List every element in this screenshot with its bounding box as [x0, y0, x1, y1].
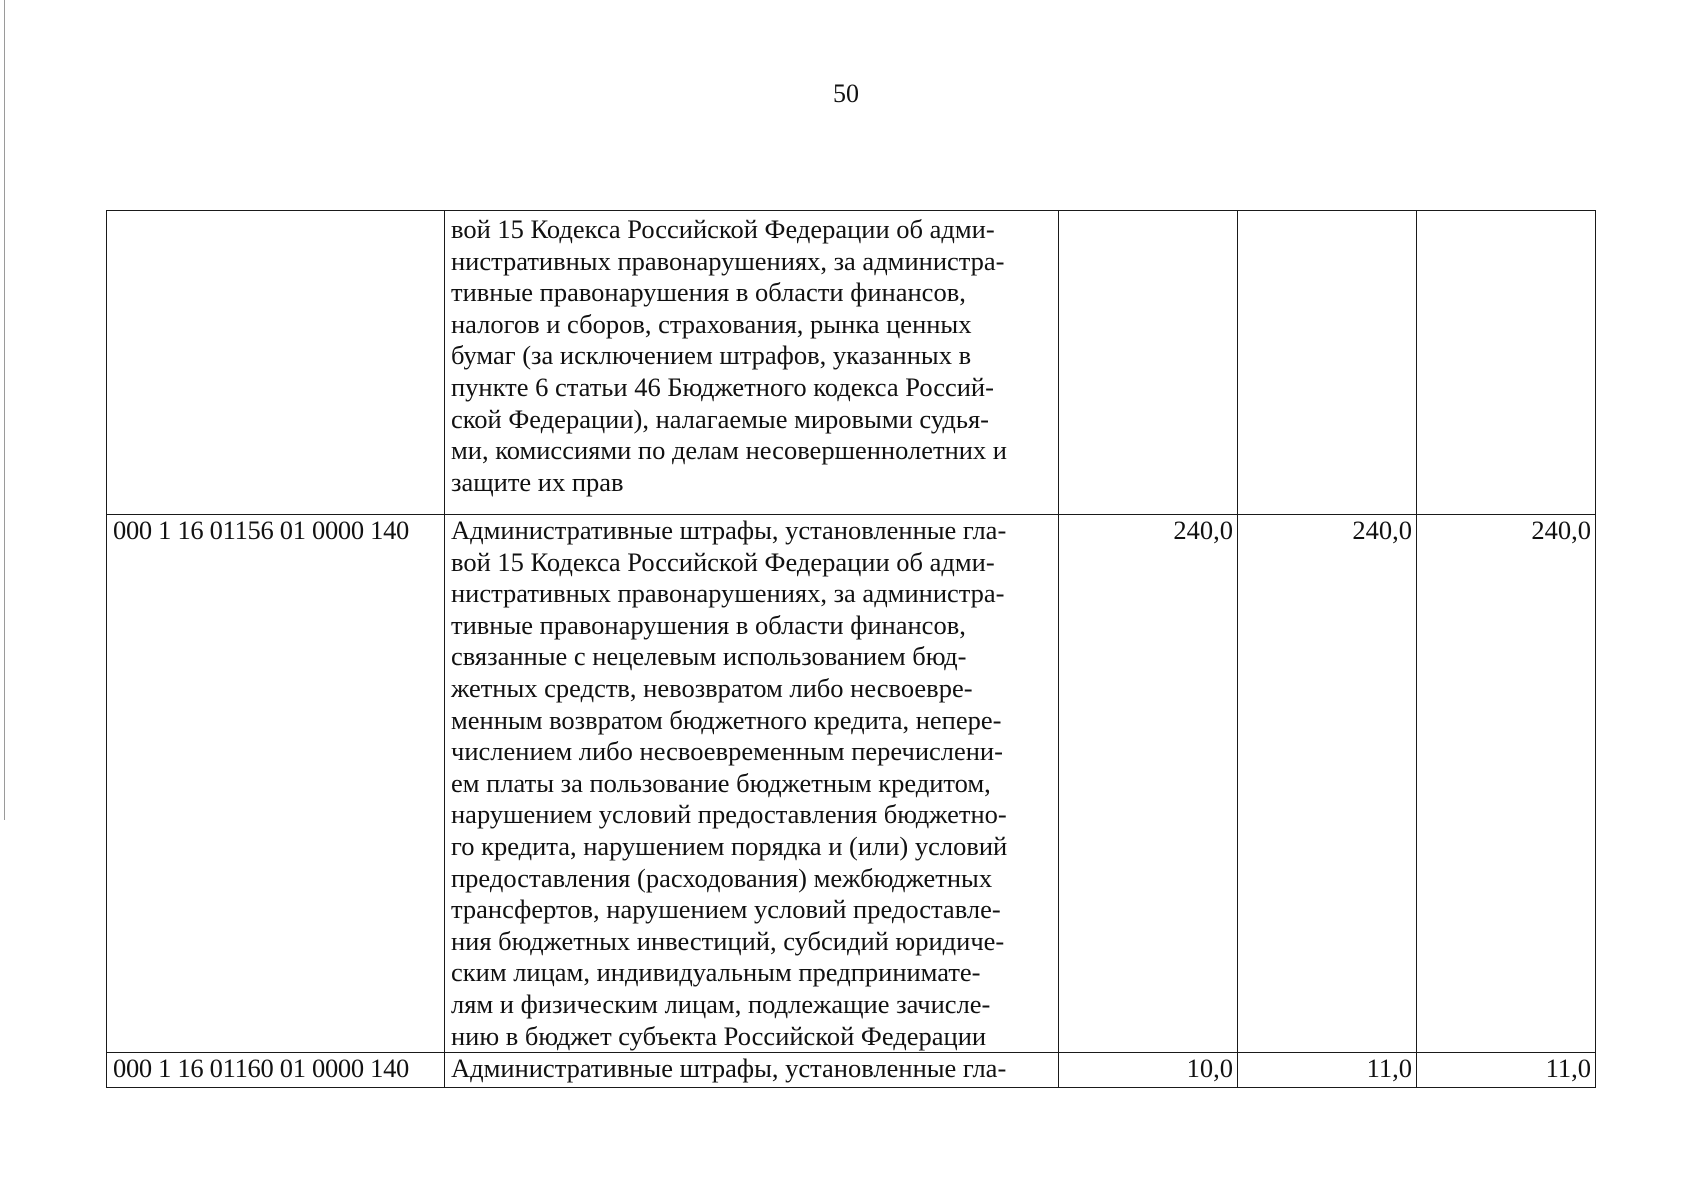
description-line: го кредита, нарушением порядка и (или) условий [451, 830, 1008, 861]
description-line: Административные штрафы, установленные гла- [451, 515, 1007, 545]
description-line: нистративных правонарушениях, за администра- [451, 245, 1005, 276]
description-line: ми, комиссиями по делам несовершеннолетних и [451, 435, 1007, 466]
description-line: нию в бюджет субъекта Российской Федерации [451, 1020, 987, 1051]
description-line: бумаг (за исключением штрафов, указанных в [451, 340, 972, 371]
description-line: лям и физическим лицам, подлежащие зачисле- [451, 988, 991, 1019]
classification-code-cell [107, 211, 445, 515]
amount-cell-1: 10,0 [1059, 1053, 1238, 1088]
amount-cell-1 [1059, 211, 1238, 515]
description-line: жетных средств, невозвратом либо несвоевре- [451, 672, 973, 703]
description-line: нистративных правонарушениях, за администра- [451, 578, 1005, 609]
table-row [107, 515, 1596, 1053]
description-line: защите их прав [451, 466, 624, 497]
page-edge-line [4, 0, 5, 820]
amount-cell-2: 11,0 [1238, 1053, 1417, 1088]
description-line: предоставления (расходования) межбюджетных [451, 862, 993, 893]
table-row [107, 211, 1596, 515]
description-line: ской Федерации), налагаемые мировыми судья- [451, 403, 990, 434]
amount-cell-1: 240,0 [1059, 515, 1238, 1053]
description-cell [445, 211, 1059, 515]
description-line: менным возвратом бюджетного кредита, непере- [451, 704, 1002, 735]
description-line: вой 15 Кодекса Российской Федерации об адми- [451, 214, 995, 244]
classification-code-cell: 000 1 16 01156 01 0000 140 [107, 515, 445, 1053]
description-line: тивные правонарушения в области финансов, [451, 609, 966, 640]
description-line: ния бюджетных инвестиций, субсидий юридиче- [451, 925, 1005, 956]
description-cell [445, 1053, 1059, 1088]
description-line: пункте 6 статьи 46 Бюджетного кодекса Россий- [451, 371, 994, 402]
description-line: тивные правонарушения в области финансов, [451, 277, 966, 308]
description-line: связанные с нецелевым использованием бюд- [451, 641, 967, 672]
description-line: нарушением условий предоставления бюджетно- [451, 799, 1007, 830]
page-number: 50 [833, 79, 859, 108]
amount-cell-3: 240,0 [1417, 515, 1596, 1053]
description-line: ским лицам, индивидуальным предпринимате- [451, 957, 981, 988]
amount-cell-3: 11,0 [1417, 1053, 1596, 1088]
amount-cell-2: 240,0 [1238, 515, 1417, 1053]
description-line: налогов и сборов, страхования, рынка ценных [451, 308, 972, 339]
description-cell [445, 515, 1059, 1053]
budget-revenue-table [106, 210, 1596, 1088]
description-line: числением либо несвоевременным перечислени- [451, 736, 1003, 767]
description-line: вой 15 Кодекса Российской Федерации об адми- [451, 546, 995, 577]
amount-cell-3 [1417, 211, 1596, 515]
amount-cell-2 [1238, 211, 1417, 515]
description-line: Административные штрафы, установленные гла- [451, 1053, 1007, 1084]
classification-code-cell: 000 1 16 01160 01 0000 140 [107, 1053, 445, 1088]
table-row [107, 1053, 1596, 1088]
description-line: ем платы за пользование бюджетным кредитом, [451, 767, 991, 798]
description-line: трансфертов, нарушением условий предоставле- [451, 894, 1001, 925]
